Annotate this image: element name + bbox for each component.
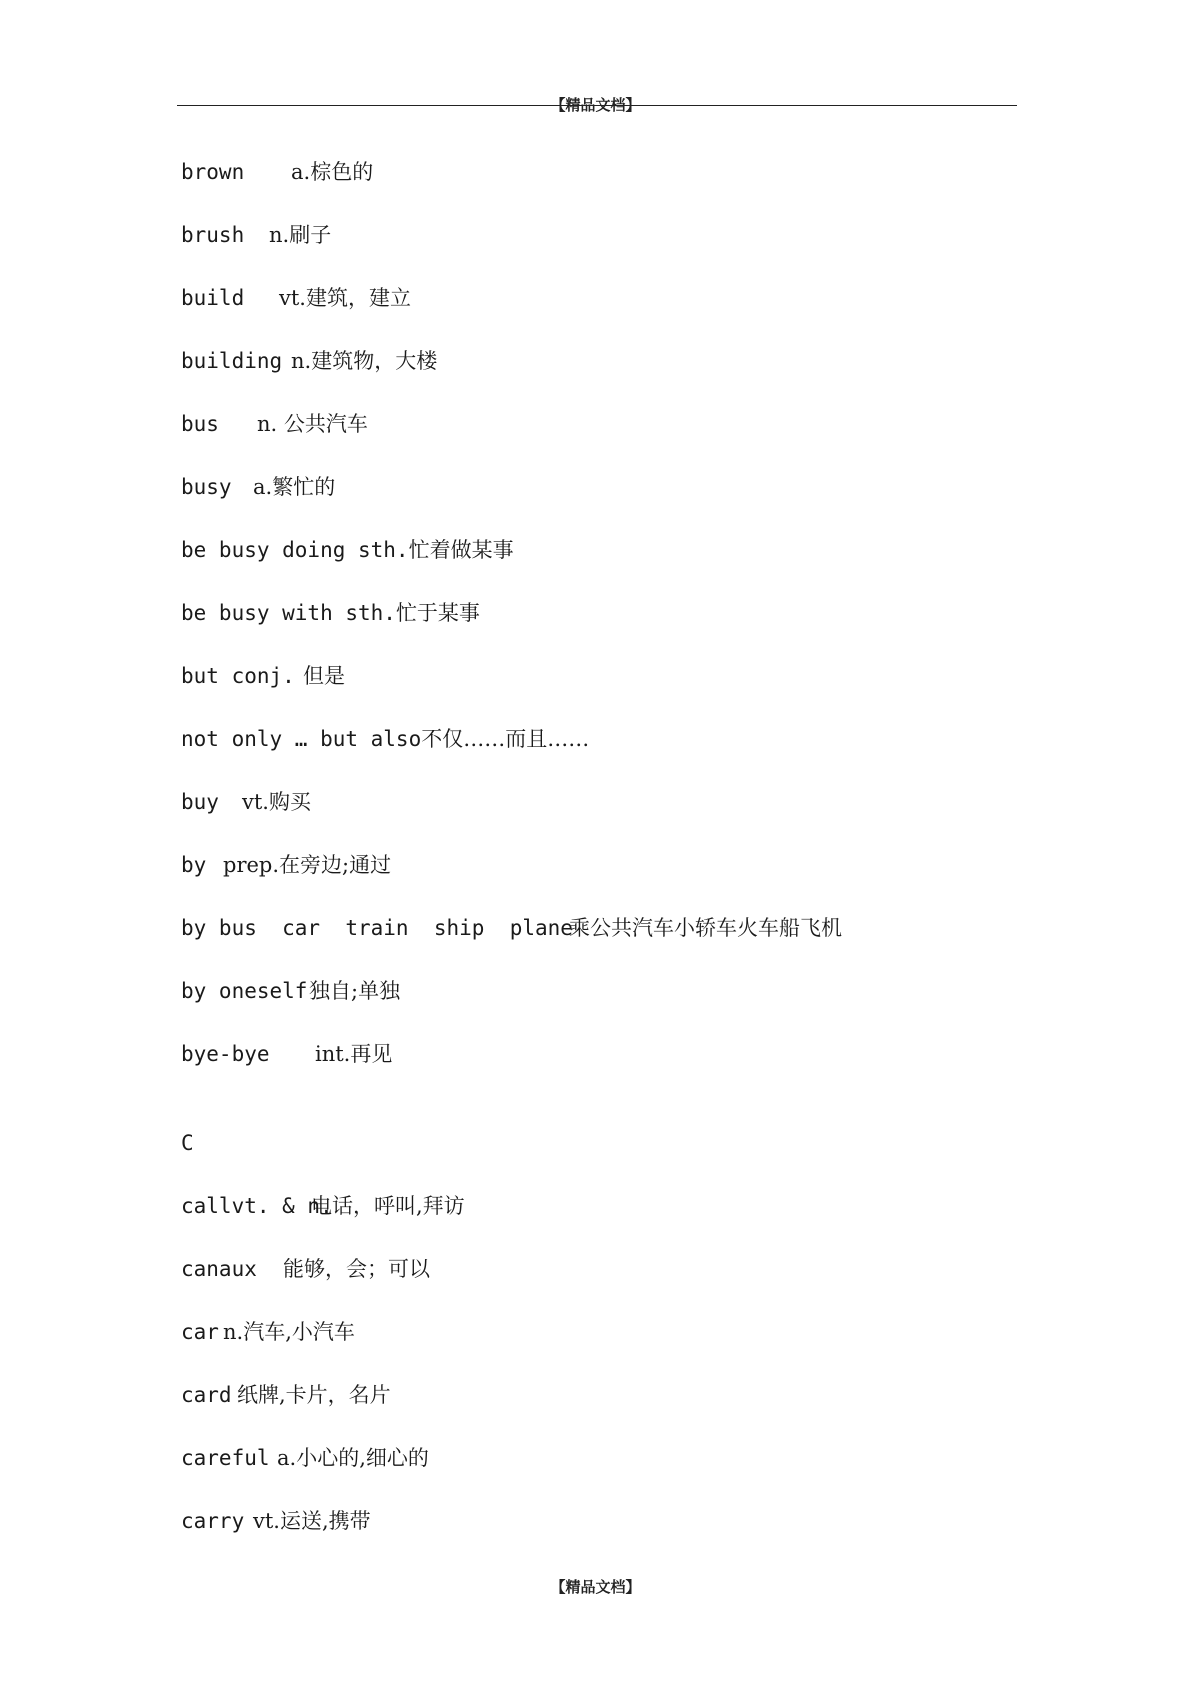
header-rule xyxy=(177,105,1017,106)
entry-definition: int.再见 xyxy=(315,1042,393,1066)
entry-definition: 纸牌,卡片，名片 xyxy=(237,1383,391,1407)
entry-word: building xyxy=(181,349,283,373)
entry-word: bye-bye xyxy=(181,1042,270,1066)
entry-definition: n.汽车,小汽车 xyxy=(223,1320,355,1344)
entry-word: by xyxy=(181,853,207,877)
page-header-label: 【精品文档】 xyxy=(550,96,641,114)
section-letter-heading xyxy=(181,1129,194,1157)
vocab-entry xyxy=(181,914,842,942)
entry-word: by bus car train ship plane xyxy=(181,916,573,940)
entry-word: careful xyxy=(181,1446,270,1470)
entry-word: be busy with sth. xyxy=(181,601,396,625)
entry-definition: 忙于某事 xyxy=(395,601,480,625)
vocab-entry xyxy=(181,1507,371,1535)
entry-word: buy xyxy=(181,790,219,814)
vocab-entry xyxy=(181,788,311,816)
entry-word: card xyxy=(181,1383,232,1407)
vocab-entry xyxy=(181,851,391,879)
entry-definition: a.棕色的 xyxy=(291,160,374,184)
vocab-entry xyxy=(181,473,335,501)
entry-definition: 但是 xyxy=(303,664,345,688)
entry-definition: 乘公共汽车小轿车火车船飞机 xyxy=(569,916,842,940)
entry-word: brush xyxy=(181,223,245,247)
entry-definition: 忙着做某事 xyxy=(408,538,514,562)
entry-word: bus xyxy=(181,412,219,436)
entry-definition: vt.建筑，建立 xyxy=(279,286,411,310)
entry-definition: vt.购买 xyxy=(242,790,311,814)
entry-definition: n. 公共汽车 xyxy=(257,412,368,436)
vocab-entry xyxy=(181,410,368,438)
entry-definition: 能够，会；可以 xyxy=(283,1257,430,1281)
vocab-entry xyxy=(181,1444,429,1472)
vocab-entry xyxy=(181,1192,465,1220)
page-footer-label: 【精品文档】 xyxy=(550,1578,641,1596)
entry-definition: 不仅……而且…… xyxy=(421,727,590,751)
entry-definition: n.刷子 xyxy=(269,223,332,247)
entry-word: but conj. xyxy=(181,664,295,688)
entry-definition: vt.运送,携带 xyxy=(253,1509,371,1533)
entry-word: by oneself xyxy=(181,979,308,1003)
vocab-entry xyxy=(181,347,437,375)
vocab-entry xyxy=(181,977,400,1005)
entry-word: callvt. & n. xyxy=(181,1194,333,1218)
entry-word: build xyxy=(181,286,245,310)
entry-word: carry xyxy=(181,1509,245,1533)
entry-definition: 独自;单独 xyxy=(309,979,401,1003)
entry-word: busy xyxy=(181,475,232,499)
entry-word: canaux xyxy=(181,1257,257,1281)
vocab-entry xyxy=(181,1255,430,1283)
entry-word: car xyxy=(181,1320,219,1344)
vocab-entry xyxy=(181,599,480,627)
vocab-entry xyxy=(181,1040,392,1068)
vocab-entry xyxy=(181,1381,391,1409)
vocab-entry xyxy=(181,284,411,312)
entry-definition: 电话，呼叫,拜访 xyxy=(311,1194,465,1218)
vocab-entry xyxy=(181,1318,355,1346)
entry-word: not only … but also xyxy=(181,727,422,751)
vocab-entry xyxy=(181,221,331,249)
vocab-entry xyxy=(181,725,589,753)
entry-definition: a.繁忙的 xyxy=(253,475,336,499)
entry-word: C xyxy=(181,1131,194,1155)
entry-definition: n.建筑物，大楼 xyxy=(291,349,438,373)
vocab-entry xyxy=(181,662,345,690)
vocab-entry xyxy=(181,536,514,564)
entry-definition: prep.在旁边;通过 xyxy=(223,853,392,877)
entry-word: brown xyxy=(181,160,245,184)
entry-word: be busy doing sth. xyxy=(181,538,409,562)
entry-definition: a.小心的,细心的 xyxy=(277,1446,429,1470)
vocab-entry xyxy=(181,158,373,186)
